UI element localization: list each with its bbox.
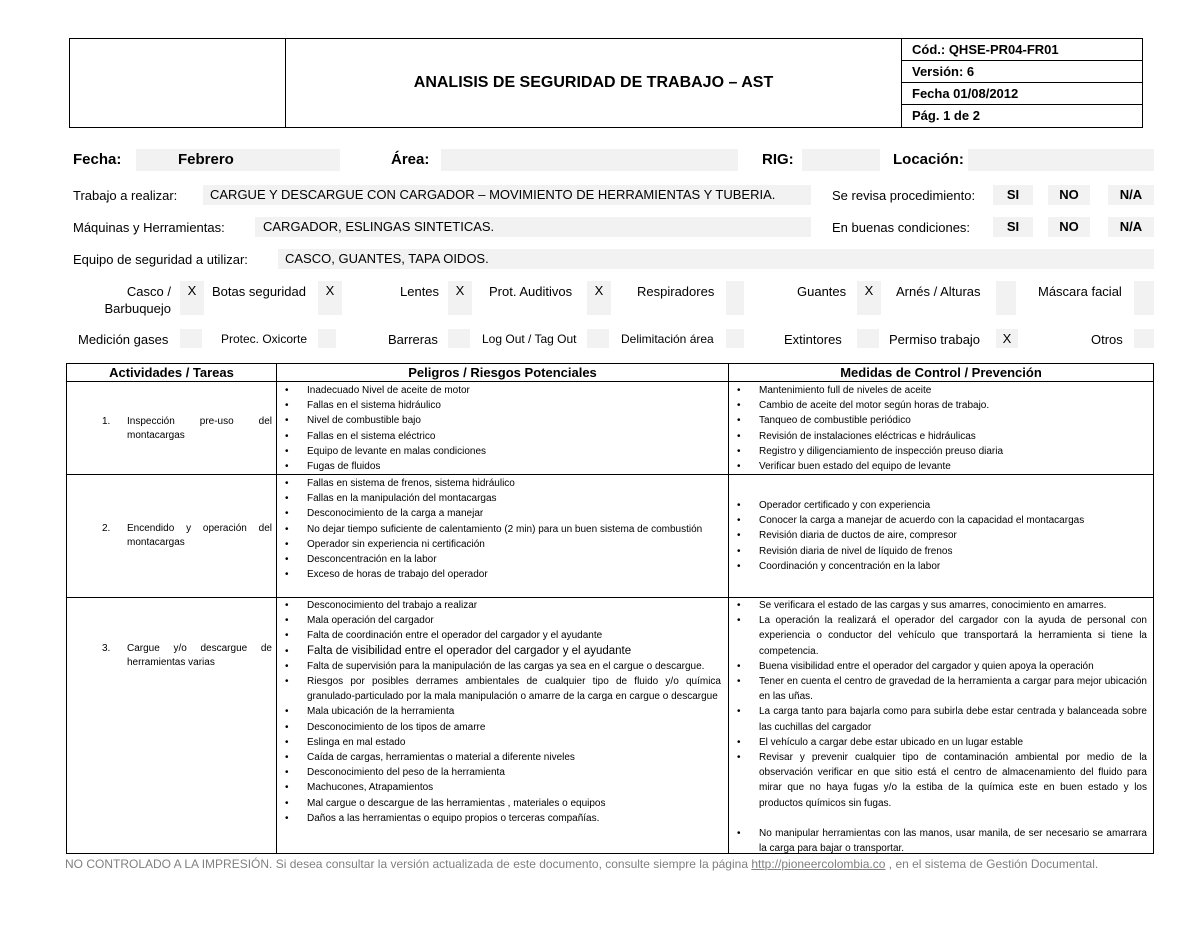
list-item: • Fugas de fluidos [281, 459, 721, 474]
list-item: • Mala operación del cargador [281, 613, 721, 628]
ppe-permiso-mark[interactable]: X [996, 329, 1018, 348]
column-header-hazards: Peligros / Riesgos Potenciales [408, 365, 597, 380]
list-item: • Equipo de levante en malas condiciones [281, 444, 721, 459]
ppe-delimitacion-mark[interactable] [726, 329, 744, 348]
list-item: • Verificar buen estado del equipo de levante [733, 459, 1147, 474]
list-item: • Tanqueo de combustible periódico [733, 413, 1147, 428]
logo-cell [70, 39, 286, 127]
revisa-no[interactable]: NO [1048, 185, 1090, 205]
maquinas-label: Máquinas y Herramientas: [73, 220, 225, 235]
ppe-oxicorte-mark[interactable] [318, 329, 336, 348]
list-item: • El vehículo a cargar debe estar ubicado en un lugar estable [733, 735, 1147, 750]
ppe-guantes-label: Guantes [797, 284, 847, 299]
ppe-extintores-mark[interactable] [857, 329, 879, 348]
list-item: • Operador certificado y con experiencia [733, 498, 1147, 513]
ppe-casco-label: Casco / Barbuquejo [104, 284, 171, 316]
ppe-auditivos-label: Prot. Auditivos [489, 284, 573, 299]
ppe-arnes-mark[interactable] [996, 281, 1016, 315]
ppe-auditivos-mark[interactable]: X [587, 281, 611, 315]
trabajo-label: Trabajo a realizar: [73, 188, 178, 203]
document-code: Cód.: QHSE-PR04-FR01 [902, 39, 1142, 61]
condiciones-si[interactable]: SI [993, 217, 1033, 237]
list-item: • Desconocimiento del peso de la herramienta [281, 765, 721, 780]
condiciones-no[interactable]: NO [1048, 217, 1090, 237]
equipo-label: Equipo de seguridad a utilizar: [73, 252, 248, 267]
ppe-mascara-label: Máscara facial [1038, 284, 1122, 299]
list-item: • No dejar tiempo suficiente de calentamiento (2 min) para un buen sistema de combustión [281, 522, 721, 537]
list-item: • La carga tanto para bajarla como para subirla debe estar centrada y balanceada sobre las cuchillas del cargador [733, 704, 1147, 734]
list-item: • Revisión diaria de ductos de aire, compresor [733, 528, 1147, 543]
condiciones-na[interactable]: N/A [1108, 217, 1154, 237]
rig-label: RIG: [762, 151, 794, 168]
risk-analysis-table [66, 363, 1154, 854]
footer-disclaimer [65, 857, 1145, 872]
list-item: • Falta de coordinación entre el operador del cargador y el ayudante [281, 628, 721, 643]
equipo-field[interactable]: CASCO, GUANTES, TAPA OIDOS. [278, 249, 1154, 269]
revisa-si[interactable]: SI [993, 185, 1033, 205]
task-number: 2. [102, 523, 111, 534]
list-item: • Eslinga en mal estado [281, 735, 721, 750]
list-item: • Revisión de instalaciones eléctricas e hidráulicas [733, 429, 1147, 444]
list-item: • Fallas en la manipulación del montacargas [281, 491, 721, 506]
column-header-controls: Medidas de Control / Prevención [840, 365, 1042, 380]
table-row-2-hazards [281, 476, 721, 582]
list-item: • No manipular herramientas con las manos, usar manila, de ser necesario se amarrara la carga para bajar o transportar. [733, 826, 1147, 856]
ppe-permiso-label: Permiso trabajo [889, 332, 981, 347]
ppe-otros-label: Otros [1091, 332, 1123, 347]
list-item: • Nivel de combustible bajo [281, 413, 721, 428]
ppe-otros-mark[interactable] [1134, 329, 1154, 348]
list-item: • Operador sin experiencia ni certificación [281, 537, 721, 552]
footer-text-end: , en el sistema de Gestión Documental. [885, 857, 1099, 871]
table-row-3-controls [733, 598, 1147, 856]
list-item: • Exceso de horas de trabajo del operador [281, 567, 721, 582]
table-row-1-controls [733, 383, 1147, 474]
list-item: • Falta de supervisión para la manipulación de las cargas ya sea en el cargue o descargue. [281, 659, 721, 674]
list-item: • Falta de visibilidad entre el operador del cargador y el ayudante [281, 644, 721, 659]
task-description: Cargue y/o descargue de herramientas varias [127, 643, 272, 668]
list-item: • Desconocimiento de la carga a manejar [281, 506, 721, 521]
list-item: • Riesgos por posibles derrames ambientales de cualquier tipo de fluido y/o química granulado-particulado por la mala manipulación o amarre de la carga en cargue o descargue [281, 674, 721, 704]
list-item: • Registro y diligenciamiento de inspección preuso diaria [733, 444, 1147, 459]
table-row-1-hazards [281, 383, 721, 474]
list-item: • Fallas en el sistema hidráulico [281, 398, 721, 413]
table-row-3-hazards [281, 598, 721, 826]
fecha-label: Fecha: [73, 151, 122, 168]
list-item: • Buena visibilidad entre el operador del cargador y quien apoya la operación [733, 659, 1147, 674]
ppe-respiradores-mark[interactable] [726, 281, 744, 315]
revisa-na[interactable]: N/A [1108, 185, 1154, 205]
list-item: • Machucones, Atrapamientos [281, 780, 721, 795]
list-item: • Revisión diaria de nivel de líquido de frenos [733, 544, 1147, 559]
task-number: 1. [102, 416, 111, 427]
ppe-barreras-mark[interactable] [448, 329, 470, 348]
locacion-label: Locación: [893, 151, 964, 168]
list-item: • Se verificara el estado de las cargas y sus amarres, conocimiento en amarres. [733, 598, 1147, 613]
area-field[interactable] [441, 149, 738, 171]
list-item: • Revisar y prevenir cualquier tipo de contaminación ambiental por medio de la observación verificar en que sitio está el centro de almacenamiento del fluido para mirar que no haya fugas y/o la estiba de la química este en buen estado y los productos químicos sin fugas. [733, 750, 1147, 811]
condiciones-label: En buenas condiciones: [832, 220, 971, 235]
trabajo-field[interactable]: CARGUE Y DESCARGUE CON CARGADOR – MOVIMIENTO DE HERRAMIENTAS Y TUBERIA. [203, 185, 811, 205]
list-item: • Daños a las herramientas o equipo propios o terceras compañías. [281, 811, 721, 826]
document-version: Versión: 6 [902, 61, 1142, 83]
footer-link[interactable]: http://pioneercolombia.co [751, 857, 886, 871]
list-item: • Cambio de aceite del motor según horas de trabajo. [733, 398, 1147, 413]
ppe-logout-label: Log Out / Tag Out [482, 332, 577, 346]
ppe-medicion-label: Medición gases [78, 332, 169, 347]
ppe-lentes-mark[interactable]: X [448, 281, 472, 315]
list-item: • Desconocimiento del trabajo a realizar [281, 598, 721, 613]
task-description: Inspección pre-uso del montacargas [127, 416, 272, 441]
list-item: • Tener en cuenta el centro de gravedad de la herramienta a cargar para mejor ubicación en las uñas. [733, 674, 1147, 704]
ppe-extintores-label: Extintores [784, 332, 842, 347]
ppe-botas-label: Botas seguridad [212, 284, 306, 299]
task-description: Encendido y operación del montacargas [127, 523, 272, 548]
document-title: ANALISIS DE SEGURIDAD DE TRABAJO – AST [286, 39, 902, 127]
ppe-oxicorte-label: Protec. Oxicorte [221, 332, 308, 346]
document-date: Fecha 01/08/2012 [902, 83, 1142, 105]
document-header [69, 38, 1143, 128]
ppe-logout-mark[interactable] [587, 329, 609, 348]
list-item: • Mal cargue o descargue de las herramientas , materiales o equipos [281, 796, 721, 811]
ppe-guantes-mark[interactable]: X [857, 281, 881, 315]
locacion-field[interactable] [968, 149, 1154, 171]
list-item: • Mala ubicación de la herramienta [281, 704, 721, 719]
list-item: • Desconcentración en la labor [281, 552, 721, 567]
list-item: • Fallas en el sistema eléctrico [281, 429, 721, 444]
list-item: • Coordinación y concentración en la labor [733, 559, 1147, 574]
table-row-2-controls [733, 498, 1147, 574]
area-label: Área: [391, 151, 430, 168]
document-page: Pág. 1 de 2 [912, 108, 980, 123]
list-item: • Inadecuado Nivel de aceite de motor [281, 383, 721, 398]
ppe-barreras-label: Barreras [388, 332, 438, 347]
list-item: • Fallas en sistema de frenos, sistema hidráulico [281, 476, 721, 491]
task-number: 3. [102, 643, 111, 654]
list-item: • Mantenimiento full de niveles de aceite [733, 383, 1147, 398]
list-item: • Caída de cargas, herramientas o material a diferente niveles [281, 750, 721, 765]
ppe-medicion-mark[interactable] [180, 329, 202, 348]
rig-field[interactable] [802, 149, 880, 171]
list-item: • La operación la realizará el operador del cargador con la ayuda de personal con experiencia o conductor del vehículo que transportará la herramienta si tiene la competencia. [733, 613, 1147, 659]
revisa-label: Se revisa procedimiento: [832, 188, 976, 203]
ppe-respiradores-label: Respiradores [637, 284, 715, 299]
ppe-botas-mark[interactable]: X [318, 281, 342, 315]
footer-text: NO CONTROLADO A LA IMPRESIÓN. Si desea consultar la versión actualizada de este documento, consulte siempre la página [65, 857, 752, 871]
list-item: • Desconocimiento de los tipos de amarre [281, 720, 721, 735]
ppe-mascara-mark[interactable] [1134, 281, 1154, 315]
ppe-casco-mark[interactable]: X [180, 281, 204, 315]
list-item: • Conocer la carga a manejar de acuerdo con la capacidad el montacargas [733, 513, 1147, 528]
ppe-delimitacion-label: Delimitación área [621, 332, 714, 346]
column-header-activities: Actividades / Tareas [109, 365, 234, 380]
maquinas-field[interactable]: CARGADOR, ESLINGAS SINTETICAS. [255, 217, 811, 237]
fecha-field[interactable]: Febrero [136, 149, 340, 171]
ppe-lentes-label: Lentes [400, 284, 440, 299]
ppe-arnes-label: Arnés / Alturas [896, 284, 981, 299]
